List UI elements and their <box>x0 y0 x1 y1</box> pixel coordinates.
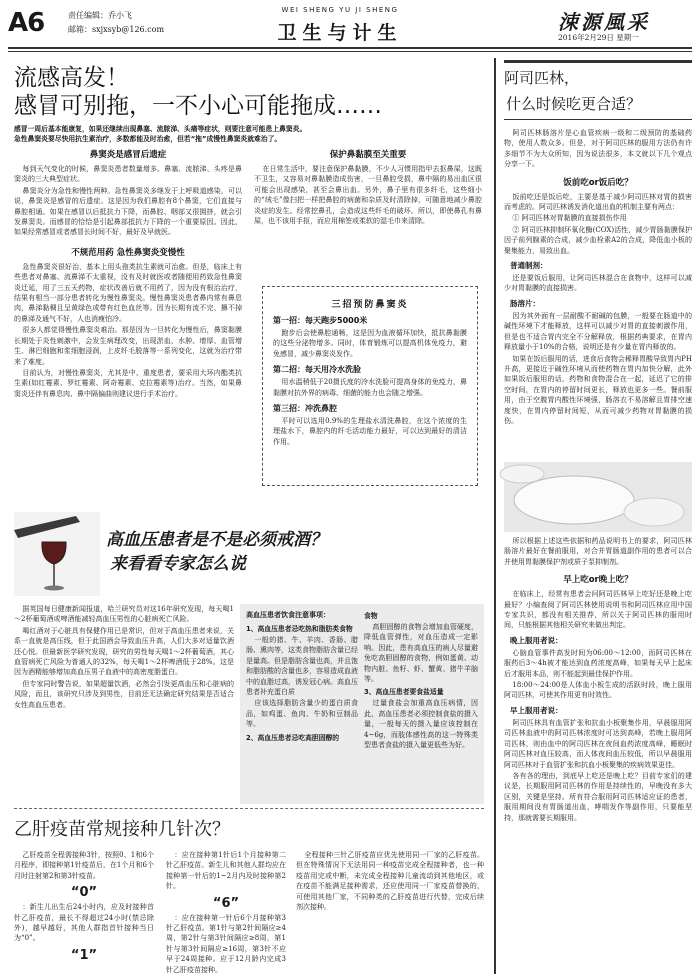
bp-note-2-heading: 2、高血压患者忌吃高胆固醇的 <box>246 733 340 742</box>
prevention-step-3-title: 第三招：冲洗鼻腔 <box>273 404 337 414</box>
bp-note-2-cont: 食物 <box>364 612 378 620</box>
aspirin-headline <box>504 60 692 120</box>
bp-note-text: 应该选择脂肪含量少的蛋白质食品，如鸡蛋、鱼肉、牛奶和豆制品等。 <box>246 699 358 729</box>
page-number: A6 <box>8 8 45 38</box>
hepb-paragraph: ：应在接种第1针后1个月接种第二针乙肝疫苗。新生儿和其他人群均应在接种第一针后的1~2月内及时接种第2针。 <box>166 851 286 891</box>
hepb-step-6-label: “6” <box>212 895 240 911</box>
bp-notes-col-right <box>364 610 478 751</box>
aspirin-paragraph: 心脑血管事件高发时间为06:00～12:00，而阿司匹林在服药后3～4h被才能达到血药浓度高峰，如果每天早上起床后才服用本品，则不能起到最佳保护作用。 <box>504 648 692 678</box>
section-divider <box>14 808 484 809</box>
flu-lead <box>14 124 482 144</box>
aspirin-label-morning: 早上服用者说： <box>510 705 563 715</box>
aspirin-label-evening: 晚上服用者说： <box>510 635 563 645</box>
aspirin-paragraph: 如果在饭后服用的话，进食后食物会稀释胃酸导致胃内PH升高，更接近于碱性环境从而使药物在胃内加快分解，此外如果饭后服用的话，药物和食物混合在一起，延迟了它的排空时间，在胃内的停留时间更长，释放也更多一些。餐前服用，由于空腹胃内酸性环境强，肠溶衣不易溶解且胃排空速度快，在胃内停留时间短，从而可减少药物对胃黏膜的损伤。 <box>504 354 692 425</box>
header-rule-thin <box>8 51 692 52</box>
prevention-step-1-title: 第一招：每天跑步5000米 <box>273 316 368 325</box>
prevention-box <box>262 286 478 486</box>
aspirin-paragraph: 阿司匹林肠溶片是心血管疾病一级和二级预防的基础药物，使用人数众多。但是，对于阿司匹林的服用方法仍有许多细节不为大众所知，因为说法很多，本文就以下几个观点分享一下。 <box>504 129 692 169</box>
aspirin-body-bottom <box>504 536 692 824</box>
aspirin-paragraph: 各有各的理由，到底早上吃还是晚上吃？目前专家们的建议是，长期服用阿司匹林的作用是持续性的，早晚没有多大区别，关键是坚持。所有符合服用阿司匹林适应证的患者，服用期间没有胃肠道出血，哮喘发作等副作用，只要能坚持，那就需要长期服用。 <box>504 771 692 822</box>
flu-paragraph: 目前认为，对慢性鼻窦炎，尤其是中、重度患者，要采用大环内酯类抗生素(如红霉素、罗红霉素、阿奇霉素、克拉霉素等)治疗。当然，如果鼻窦炎还伴有鼻息肉、鼻中隔偏曲则建议进行手术治疗。 <box>14 368 242 398</box>
aspirin-list-item: ② 阿司匹林抑制环氧化酶(COX)活性，减少胃肠黏膜保护因子前列腺素的合成，减少血栓素A2的合成，降低血小板的聚集能力，易致出血。 <box>504 225 692 255</box>
aspirin-body-top <box>504 128 692 425</box>
header-rule <box>8 47 692 49</box>
aspirin-title-line2: 什么时候吃更合适？ <box>506 95 642 113</box>
flu-lead-1: 感冒一周后基本能康复，如果还继续出现鼻塞、流脓涕、头痛等症状，则要注意可能患上鼻窦炎。 <box>14 125 307 133</box>
bp-headline <box>106 528 486 576</box>
aspirin-bottom-rule <box>504 119 692 120</box>
hepb-title: 乙肝疫苗常规接种几针次？ <box>14 819 230 840</box>
bp-note-text: 一般的猪、牛、羊肉、香肠、腊肠、熏肉等，这类食物脂肪含量已经是量高。但是脂肪含量也高，并且饱和脂肪酸的含量也多，容易造成血液中的血脂过高，诱发冠心病。高血压患者补充蛋白质 <box>246 636 358 697</box>
flu-headline <box>14 64 484 120</box>
flu-right-column <box>254 148 482 227</box>
flu-subhead-2: 不规范用药 急性鼻窦炎变慢性 <box>71 247 185 258</box>
wine-glass-image <box>14 512 100 596</box>
flu-lead-2: 急性鼻窦炎要尽快用抗生素治疗，多数都能及时治愈，但若“拖”成慢性鼻窦炎就难治了。 <box>14 135 282 143</box>
column-divider <box>494 58 496 974</box>
hepb-col-1 <box>14 850 154 965</box>
flu-paragraph: 急性鼻窦炎很好治，基本上用头孢类抗生素就可治愈。但是，临床上有些患者对鼻塞、流鼻涕不太重视，没有及时就医或者随便用药致急性鼻窦炎迁延，用了三五天药物，症状改善后就不用药了，因为没有根治治疗，结果有相当一部分患者转化为慢性鼻窦炎。慢性鼻窦炎患者鼻内常有鼻息肉，鼻涕黏稠且呈黄绿色或带有红色血丝等。因为长期有流不完、擤不掉的鼻涕及通气不好，人也消瘦怕冷。 <box>14 262 242 323</box>
hepb-paragraph: ：应在接种第一针后6个月接种第3针乙肝疫苗。第1针与第2针间隔应≥4周，第2针与第3针间隔应≥8周，第1针与第3针间隔应≥16周，第3针不应早于24周接种。应于12月龄内完成3针乙肝疫苗接种。 <box>166 913 286 974</box>
aspirin-paragraph: 还是要饭后服用，让阿司匹林混合在食物中，这样可以减少对胃黏膜的直接损害。 <box>504 274 692 293</box>
issue-date: 2016年2月29日 星期一 <box>558 33 639 42</box>
prevention-step-1-text: 跑步后会使鼻腔通畅，这是因为血液循环加快，抵抗鼻黏膜的这些分泌物增多。同时，体育锻炼可以提高机体免疫力，避免感冒，减少鼻窦炎发作。 <box>273 329 467 358</box>
prevention-step-2-title: 第二招：每天用冷水洗脸 <box>273 365 361 375</box>
flu-title-line2: 感冒可别拖，一不小心可能拖成…… <box>14 93 382 119</box>
section-pinyin: WEI SHENG YU JI SHENG <box>281 6 399 14</box>
aspirin-pill-image <box>504 462 692 532</box>
flu-paragraph: 每到天气变化的时候，鼻窦炎患者数量增多。鼻塞、流脓涕、头疼是鼻窦炎的三大典型症状。 <box>14 165 242 184</box>
aspirin-subhead-1: 饭前吃or饭后吃？ <box>563 177 633 188</box>
flu-paragraph: 在日常生活中，要注意保护鼻黏膜，不少人习惯用指甲去抠鼻屎，这既不卫生，又容易对鼻黏膜造成伤害，一旦鼻腔受损，鼻中隔的易出血区很可能会出现感染，甚至会鼻出血。另外，鼻子里有很多纤毛，这些细小的“绒毛”像扫把一样把鼻腔的病菌和杂质及时清除掉，可随意地减少鼻腔炎症的发生。经常挖鼻孔，会造成这些纤毛的破坏。所以，即使鼻孔有鼻屎，也不该用手抠，而应用棉签或柔软的湿毛巾来清除。 <box>254 165 482 226</box>
aspirin-label-enteric: 肠溶片： <box>510 298 540 308</box>
hepb-step-1-label: “1” <box>70 947 98 963</box>
aspirin-list-item: ① 阿司匹林对胃黏膜的直接损伤作用 <box>512 214 627 223</box>
flu-title-line1: 流感高发！ <box>14 65 129 91</box>
prevention-box-title: 三招预防鼻窦炎 <box>331 300 409 310</box>
bp-paragraph: 喝红酒对于心脏具有保健作用已是常识，但对于高血压患者来说，关系一直就是高压线，但于此国酒会导致血压升高，人们大多对适量饮酒还心悦。但最新医学研究发现，研究的男性每天喝1～2杯葡萄酒，其心血管病死亡风险为普通人的32%，每天喝1～2杯啤酒低于28%。这是因为酒精能够增加高血压男子血液中的高密度脂蛋白。 <box>14 626 234 677</box>
bp-notes-title: 高血压患者饮食注意事项： <box>246 611 330 619</box>
bp-note-1-heading: 1、高血压患者忌吃热和脂肪类食物 <box>246 625 353 633</box>
newspaper-name: 涑源風采 <box>558 10 650 34</box>
flu-subhead-3: 保护鼻黏膜至关重要 <box>329 150 407 160</box>
flu-subhead-1: 鼻窦炎是感冒后遗症 <box>89 150 167 160</box>
bp-paragraph: 据英国每日健康新闻报道，哈兰研究员对这16年研究发现，每天喝1～2杯葡萄酒或啤酒能减轻高血压男性的心脏病死亡风险。 <box>14 605 234 624</box>
prevention-step-2-text: 用水温稍低于20摄氏度的冷水洗脸可提高身体的免疫力，鼻黏膜对抗外界的病毒、细菌的能力也会随之增强。 <box>273 378 467 397</box>
bp-title-line1: 高血压患者是不是必须戒酒？ <box>106 530 327 550</box>
flu-left-column <box>14 148 242 400</box>
editor-email: 邮箱：sxjxsyb@126.com <box>68 25 165 34</box>
aspirin-subhead-2: 早上吃or晚上吃？ <box>563 575 633 586</box>
aspirin-paragraph: 在临床上，经常有患者会问阿司匹林早上吃好还是晚上吃最好？小编查阅了阿司匹林使用说明书和阿司匹林应用中国专家共识，都没有相关推荐，所以关于阿司匹林的服用时间，只能根据其他相关研究来做出判定。 <box>504 590 692 630</box>
bp-notes-box <box>240 604 484 804</box>
editor-name: 责任编辑：乔小飞 <box>68 11 132 20</box>
section-title: 卫生与计生 <box>277 22 403 44</box>
aspirin-title-line1: 阿司匹林， <box>504 69 580 87</box>
flu-paragraph: 很多人都觉得慢性鼻窦炎难治。那是因为一旦转化为慢性后，鼻窦黏膜长期处于炎性刺激中，会发生病理改变，出现淤血、水肿、增厚、血管增生、淋巴细胞和浆细胞浸润，上皮纤毛脱落等一系列变化，这就为治疗带来了难度。 <box>14 326 242 366</box>
hepb-step-0-label: “0” <box>70 885 98 901</box>
hepb-col-3 <box>296 850 484 913</box>
prevention-step-3-text: 平时可以选用0.9%的生理盐水清洗鼻腔，在这个浓度的生理盐水下，鼻腔内的纤毛活动能力最好，可以达到最好的清洁作用。 <box>273 417 467 446</box>
bp-note-text: 高胆固醇的食物会增加血管硬度，降低血管弹性，对血压造成一定影响。因此，患有高血压的病人尽量避免吃高胆固醇的食物，例如蛋黄、动物内脏、鱼籽、虾、蟹黄、猪牛羊脑等。 <box>364 623 478 684</box>
bp-paragraph: 但专家同时警告说，如果超量饮酒，必然会引发更高血压和心脏病的风险，而且，该研究只涉及到男性，目前还无法确定研究结果是否适合女性高血压患者。 <box>14 679 234 709</box>
aspirin-top-rule <box>504 60 692 63</box>
bp-note-text: 过量食盐会加重高血压病情，因此，高血压患者必须控制食盐的摄入量，一般每天的摄入量应该控制在4~6g，而肢体感性高的这一特殊类型患者食盐的摄入量更低些为好。 <box>364 699 478 750</box>
aspirin-paragraph: 因为其外面有一层耐酸不耐碱的包膜，一般要在肠道中的碱性环境下才能释放，这样可以减少对胃的直接刺激作用，但是也不适合胃内完全不分解释放，根据药典要求，在胃内释放量小于10%的合格，说明还是有少量在胃内释放的。 <box>504 311 692 352</box>
aspirin-paragraph: 18:00～24:00是人体血小板生成的活跃时段，晚上服用阿司匹林，可使其作用更有时效性。 <box>504 681 692 700</box>
aspirin-paragraph: 饭前吃还是饭后吃，主要是基于减少阿司匹林对胃的损害而考虑的。阿司匹林诱发消化道出血的机制主要有两点： <box>504 192 692 212</box>
page-header <box>0 0 700 46</box>
bp-title-line2: 来看看专家怎么说 <box>110 554 246 574</box>
hepb-paragraph: 乙肝疫苗全程需接种3针，按照0、1和6个月程序，即接种第1针疫苗后，在1个月和6个月时注射第2和第3针疫苗。 <box>14 851 154 880</box>
bp-note-3-heading: 3、高血压患者要食盐适量 <box>364 688 444 697</box>
hepb-col-2 <box>166 850 286 976</box>
aspirin-label-regular: 普通制剂： <box>510 261 548 271</box>
hepb-paragraph: ：新生儿出生后24小时内，应及时接种首针乙肝疫苗，最长不得超过24小时(禁忌除外)，越早越好，其他人群指首针接种当日为“0”。 <box>14 903 154 943</box>
aspirin-paragraph: 阿司匹林具有血管扩张和抗血小板聚集作用，早晨服用阿司匹林血液中的阿司匹林浓度时可达到高峰，若晚上服用阿司匹林，则由血中的阿司匹林在夜间血药浓度高峰，睡眠时阿司匹林对血压较高，而人体夜间血压较低，所以早晨服用阿司匹林对于血管扩张和抗血小板聚集的疾病效果更佳。 <box>504 718 692 769</box>
aspirin-paragraph: 所以根据上述这些依据和药品说明书上的要求，阿司匹林肠溶片最好在餐前服用，对合并胃肠道副作用的患者可以合并使用胃黏膜保护剂或质子泵抑制剂。 <box>504 537 692 566</box>
hepb-paragraph: 全程接种三针乙肝疫苗应优先使用同一厂家的乙肝疫苗。但在特殊情况下无法用同一种疫苗完成全程接种者，也一种疫苗用完或中断，未完成全程接种儿童流动到其他地区，或在疫苗不能满足接种需求，还应使用同一厂家疫苗替换的，可使用其他厂家，不同种类的乙肝疫苗进行代替，完成后续剂次接种。 <box>296 851 484 912</box>
bp-body-column <box>14 604 234 711</box>
bp-notes-col-left <box>246 610 358 742</box>
flu-paragraph: 鼻窦炎分为急性和慢性两种。急性鼻窦炎多继发于上呼吸道感染，可以说，鼻窦炎是感冒的后遗症。这是因为我们鼻腔有8个鼻窦，它们直接与鼻腔相通。如果在感冒以后抵抗力下降，而鼻腔、咽部又很拥挤，就会引发鼻窦炎。而感冒的恰恰是引起鼻部抵抗力下降的一个重要原因。因此，如果经常感冒或者感冒长时间不好，最好及早就医。 <box>14 186 242 237</box>
